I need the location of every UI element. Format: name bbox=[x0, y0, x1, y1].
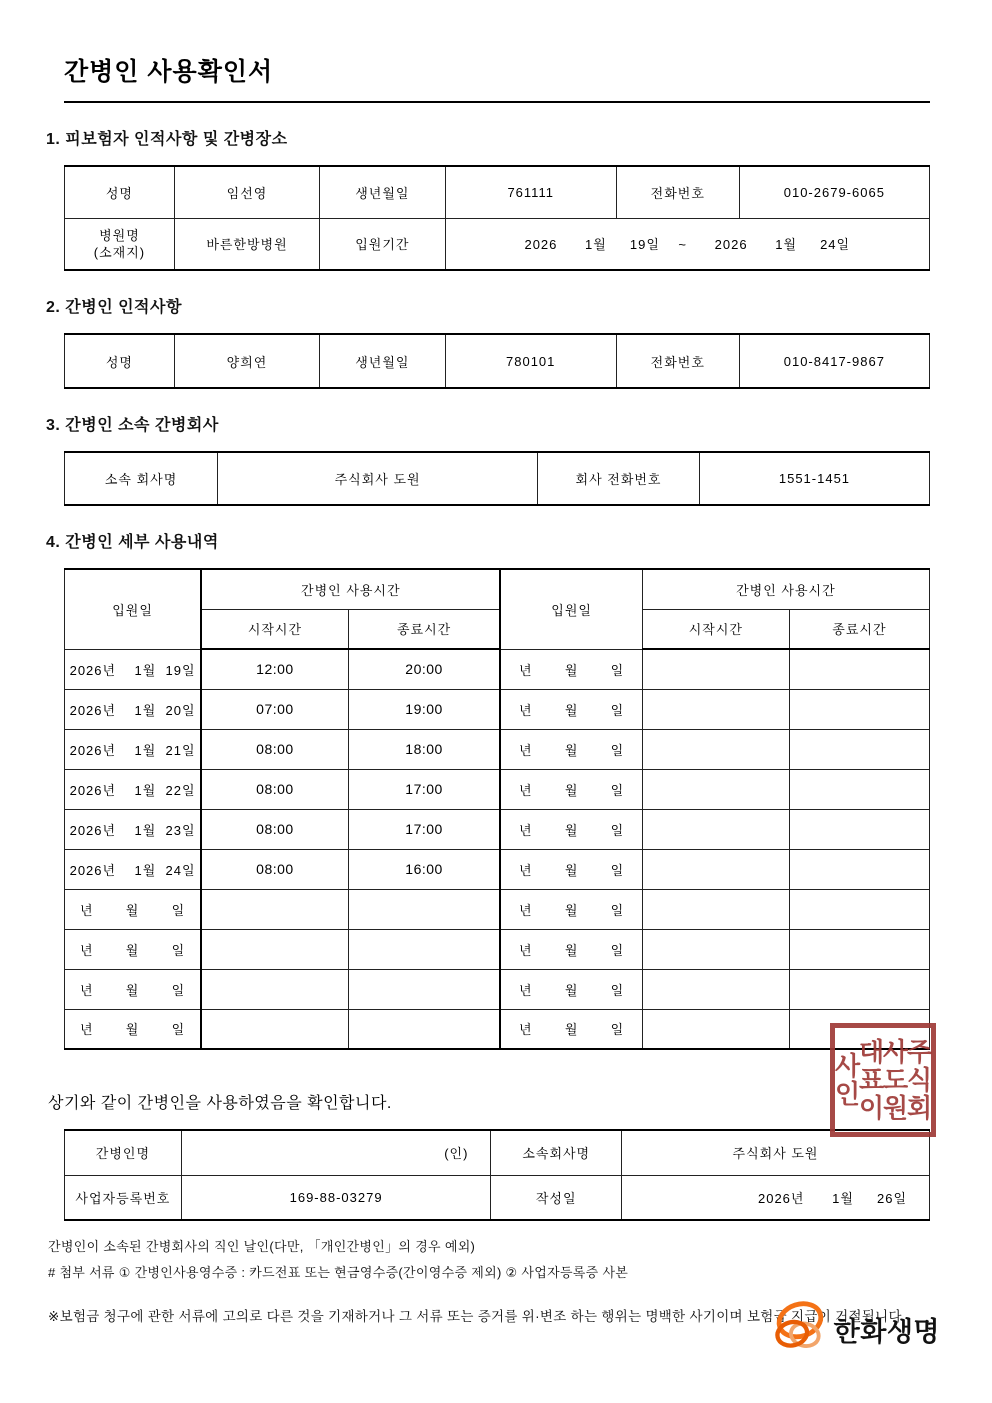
start-time-cell: 08:00 bbox=[201, 729, 348, 769]
caregiver-company-table bbox=[64, 451, 930, 506]
start-time-cell: 12:00 bbox=[201, 649, 348, 689]
phone-value: 010-8417-9867 bbox=[739, 334, 929, 388]
admission-date-cell: 2026년 1월 23일 bbox=[65, 809, 202, 849]
section3-heading: 3. 간병인 소속 간병회사 bbox=[46, 417, 219, 434]
usage-time-header: 간병인 사용시간 bbox=[201, 569, 500, 609]
start-time-cell bbox=[642, 689, 789, 729]
usage-row bbox=[65, 849, 930, 889]
period-label: 입원기간 bbox=[320, 218, 445, 270]
admission-date-cell: 년 월 일 bbox=[500, 849, 642, 889]
start-time-cell: 08:00 bbox=[201, 769, 348, 809]
admission-date-cell: 년 월 일 bbox=[500, 649, 642, 689]
admission-date-cell: 년 월 일 bbox=[65, 969, 202, 1009]
name-label: 성명 bbox=[65, 334, 175, 388]
start-time-cell: 07:00 bbox=[201, 689, 348, 729]
end-time-cell bbox=[348, 1009, 500, 1049]
phone-value: 010-2679-6065 bbox=[739, 166, 929, 218]
start-time-cell: 08:00 bbox=[201, 849, 348, 889]
birthdate-value: 780101 bbox=[445, 334, 616, 388]
company-phone-value: 1551-1451 bbox=[699, 452, 929, 505]
start-time-header: 시작시간 bbox=[201, 609, 348, 649]
usage-row bbox=[65, 969, 930, 1009]
phone-label: 전화번호 bbox=[616, 166, 739, 218]
start-time-cell bbox=[201, 889, 348, 929]
name-value: 임선영 bbox=[174, 166, 319, 218]
admission-date-cell: 년 월 일 bbox=[65, 889, 202, 929]
birthdate-label: 생년월일 bbox=[320, 166, 445, 218]
end-time-cell bbox=[789, 689, 929, 729]
name-label: 성명 bbox=[65, 166, 175, 218]
hospital-label-line2: (소재지) bbox=[93, 244, 146, 260]
end-time-cell bbox=[789, 849, 929, 889]
start-time-header: 시작시간 bbox=[642, 609, 789, 649]
end-time-cell bbox=[789, 769, 929, 809]
admission-date-cell: 년 월 일 bbox=[500, 729, 642, 769]
admission-date-cell: 년 월 일 bbox=[500, 889, 642, 929]
end-time-cell: 17:00 bbox=[348, 769, 500, 809]
admission-date-cell: 년 월 일 bbox=[65, 929, 202, 969]
note-seal-requirement: 간병인이 소속된 간병회사의 직인 날인(다만, 「개인간병인」의 경우 예외) bbox=[48, 1239, 476, 1254]
company-name-value: 주식회사 도원 bbox=[622, 1130, 930, 1175]
fraud-warning: ※보험금 청구에 관한 서류에 고의로 다른 것을 기재하거나 그 서류 또는 증거를 위·변조 하는 행위는 명백한 사기이며 보험금 지급이 거절됩니다. bbox=[48, 1309, 906, 1324]
table-row bbox=[65, 334, 930, 388]
business-number-value: 169-88-03279 bbox=[181, 1175, 491, 1220]
admission-date-cell: 년 월 일 bbox=[500, 809, 642, 849]
table-row bbox=[65, 1130, 930, 1175]
usage-detail-table bbox=[64, 568, 930, 1050]
admission-date-cell: 년 월 일 bbox=[500, 769, 642, 809]
admission-date-cell: 2026년 1월 20일 bbox=[65, 689, 202, 729]
end-time-cell: 16:00 bbox=[348, 849, 500, 889]
usage-row bbox=[65, 1009, 930, 1049]
usage-row bbox=[65, 929, 930, 969]
name-value: 양희연 bbox=[174, 334, 319, 388]
usage-row bbox=[65, 649, 930, 689]
usage-time-header: 간병인 사용시간 bbox=[642, 569, 929, 609]
birthdate-value: 761111 bbox=[445, 166, 616, 218]
admission-date-cell: 2026년 1월 22일 bbox=[65, 769, 202, 809]
end-time-cell bbox=[789, 969, 929, 1009]
insured-info-table bbox=[64, 165, 930, 271]
usage-row bbox=[65, 769, 930, 809]
end-time-cell bbox=[789, 729, 929, 769]
hospital-label-line1: 병원명 bbox=[99, 227, 140, 243]
start-time-cell bbox=[642, 729, 789, 769]
end-time-cell bbox=[789, 889, 929, 929]
admission-date-header: 입원일 bbox=[500, 569, 642, 649]
written-date-label: 작성일 bbox=[491, 1175, 622, 1220]
admission-date-cell: 년 월 일 bbox=[65, 1009, 202, 1049]
table-row bbox=[65, 166, 930, 218]
usage-header-row bbox=[65, 569, 930, 609]
start-time-cell bbox=[642, 809, 789, 849]
usage-row bbox=[65, 889, 930, 929]
end-time-cell: 20:00 bbox=[348, 649, 500, 689]
end-time-header: 종료시간 bbox=[789, 609, 929, 649]
end-time-cell bbox=[789, 809, 929, 849]
start-time-cell bbox=[642, 1009, 789, 1049]
section1-heading: 1. 피보험자 인적사항 및 간병장소 bbox=[46, 131, 288, 148]
birthdate-label: 생년월일 bbox=[320, 334, 445, 388]
hospital-label bbox=[65, 218, 175, 270]
company-name-label: 소속 회사명 bbox=[65, 452, 218, 505]
end-time-cell: 19:00 bbox=[348, 689, 500, 729]
admission-date-cell: 2026년 1월 21일 bbox=[65, 729, 202, 769]
table-row bbox=[65, 1175, 930, 1220]
confirmation-statement: 상기와 같이 간병인을 사용하였음을 확인합니다. bbox=[48, 1095, 392, 1112]
start-time-cell bbox=[642, 849, 789, 889]
end-time-cell: 18:00 bbox=[348, 729, 500, 769]
admission-date-cell: 년 월 일 bbox=[500, 1009, 642, 1049]
admission-date-cell: 2026년 1월 19일 bbox=[65, 649, 202, 689]
hanwha-life-logo bbox=[770, 1298, 940, 1361]
admission-date-header: 입원일 bbox=[65, 569, 202, 649]
admission-date-cell: 2026년 1월 24일 bbox=[65, 849, 202, 889]
admission-date-cell: 년 월 일 bbox=[500, 929, 642, 969]
start-time-cell bbox=[642, 649, 789, 689]
written-date-value: 2026년 1월 26일 bbox=[622, 1175, 930, 1220]
start-time-cell: 08:00 bbox=[201, 809, 348, 849]
end-time-cell bbox=[789, 649, 929, 689]
caregiver-signature-cell: (인) bbox=[181, 1130, 491, 1175]
end-time-cell bbox=[789, 929, 929, 969]
note-attachments: # 첨부 서류 ① 간병인사용영수증 : 카드전표 또는 현금영수증(간이영수증 제외) ② 사업자등록증 사본 bbox=[48, 1265, 629, 1280]
start-time-cell bbox=[201, 929, 348, 969]
company-name-value: 주식회사 도원 bbox=[218, 452, 538, 505]
page-title: 간병인 사용확인서 bbox=[64, 58, 274, 86]
business-number-label: 사업자등록번호 bbox=[65, 1175, 182, 1220]
table-row bbox=[65, 452, 930, 505]
start-time-cell bbox=[642, 969, 789, 1009]
start-time-cell bbox=[642, 929, 789, 969]
start-time-cell bbox=[642, 769, 789, 809]
hospital-value: 바른한방병원 bbox=[174, 218, 319, 270]
end-time-header: 종료시간 bbox=[348, 609, 500, 649]
table-row bbox=[65, 218, 930, 270]
title-block bbox=[64, 52, 930, 103]
end-time-cell bbox=[348, 969, 500, 1009]
usage-row bbox=[65, 729, 930, 769]
company-phone-label: 회사 전화번호 bbox=[538, 452, 700, 505]
end-time-cell: 17:00 bbox=[348, 809, 500, 849]
section4-heading: 4. 간병인 세부 사용내역 bbox=[46, 534, 219, 551]
admission-date-cell: 년 월 일 bbox=[500, 689, 642, 729]
start-time-cell bbox=[201, 1009, 348, 1049]
section2-heading: 2. 간병인 인적사항 bbox=[46, 299, 182, 316]
end-time-cell bbox=[348, 889, 500, 929]
hanwha-logo-text: 한화생명 bbox=[833, 1317, 940, 1347]
company-name-label: 소속회사명 bbox=[491, 1130, 622, 1175]
period-value: 2026 1월 19일 ~ 2026 1월 24일 bbox=[445, 218, 929, 270]
company-seal-stamp: 주식회사도원대표이사인 bbox=[830, 1023, 936, 1137]
admission-date-cell: 년 월 일 bbox=[500, 969, 642, 1009]
phone-label: 전화번호 bbox=[616, 334, 739, 388]
usage-row bbox=[65, 809, 930, 849]
hanwha-logo-icon bbox=[770, 1298, 828, 1361]
signature-table bbox=[64, 1129, 930, 1221]
start-time-cell bbox=[642, 889, 789, 929]
usage-row bbox=[65, 689, 930, 729]
end-time-cell bbox=[348, 929, 500, 969]
caregiver-info-table bbox=[64, 333, 930, 389]
start-time-cell bbox=[201, 969, 348, 1009]
caregiver-name-label: 간병인명 bbox=[65, 1130, 182, 1175]
